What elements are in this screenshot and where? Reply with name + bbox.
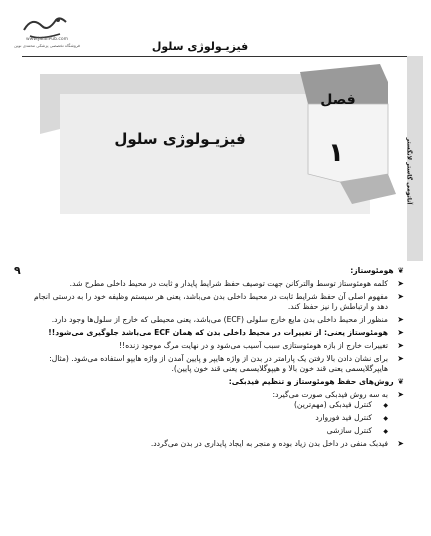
arrow-bullet-icon: ➤ [397, 390, 404, 399]
arrow-bullet-icon: ➤ [397, 292, 404, 301]
list-item: ➤ به سه روش فیدبکی صورت می‌گیرد: ◆ کنترل فیدبکی (مهم‌ترین) ◆ کنترل فید فوروارد ◆ کنترل سازشی [22, 390, 404, 436]
diamond-bullet-icon: ◆ [383, 428, 388, 435]
arrow-bullet-icon: ➤ [397, 439, 404, 448]
diamond-bullet-icon: ◆ [383, 415, 388, 422]
arrow-bullet-icon: ➤ [397, 328, 404, 337]
sub-list-item: ◆ کنترل فید فوروارد [315, 413, 388, 422]
body-content [22, 266, 404, 452]
running-header: فیزیـولوژی سلول [151, 40, 249, 53]
arrow-bullet-icon: ➤ [397, 279, 404, 288]
list-item: ➤ تغییرات خارج از بازه هومئوستازی سبب آسیب می‌شود و در نهایت مرگ موجود زنده!! [119, 341, 404, 350]
sub-list-item: ◆ کنترل فیدبکی (مهم‌ترین) [293, 400, 388, 409]
chapter-label: فصل [320, 92, 356, 108]
sub-list-item: ◆ کنترل سازشی [326, 426, 388, 435]
diamond-bullet-icon: ◆ [383, 402, 388, 409]
chapter-title: فیزیـولوژی سلول [114, 130, 246, 148]
list-item: ➤ کلمه هومئوستاز توسط والترکانن جهت توصیف حفظ شرایط پایدار و ثابت در محیط داخلی مطرح شد. [69, 279, 404, 288]
arrow-bullet-icon: ➤ [397, 315, 404, 324]
methods-list [22, 390, 404, 449]
side-tab-label: آناتومی گاستر لانگستر [405, 137, 413, 205]
list-item: ➤ منظور از محیط داخلی بدن مایع خارج سلولی (ECF) می‌باشد، یعنی محیطی که خارج از سلول‌ها وجود دارد. [51, 315, 404, 324]
arrow-bullet-icon: ➤ [397, 354, 404, 363]
list-item: ➤ مفهوم اصلی آن حفظ شرایط ثابت در محیط داخلی بدن می‌باشد، یعنی هر سیستم وظیفه خود را به درستی انجام دهد و ارتباطش را نیز حفظ کند. [34, 292, 404, 311]
homeostasis-list [22, 279, 404, 374]
leaf-bullet-icon: ❦ [397, 377, 404, 386]
side-tab [407, 56, 423, 261]
arrow-bullet-icon: ➤ [397, 341, 404, 350]
logo-tagline: فروشگاه تخصصی پزشکی محمدی نوین [14, 43, 80, 48]
section-heading: ❦ هومئوستاز: [350, 266, 404, 275]
list-item: ➤ برای نشان دادن بالا رفتن یک پارامتر در بدن از واژه هایپر و پایین آمدن از واژه هایپو استفاده می‌شود. (مثال: هایپرگلایسمی یعنی قند خون بالا و هیپوگلایسمی یعنی قند خون پایین). [49, 354, 404, 373]
methods-sublist [22, 400, 388, 436]
header-rule [22, 56, 414, 57]
leaf-bullet-icon: ❦ [397, 266, 404, 275]
logo-url: www.JalaliPub.com [25, 37, 69, 42]
list-item: ➤ فیدبک منفی در داخل بدن زیاد بوده و منجر به ایجاد پایداری در بدن می‌گردد. [150, 439, 404, 448]
page-number: ۹ [14, 264, 21, 277]
chapter-number: ۱ [328, 138, 344, 168]
section-heading: ❦ روش‌های حفظ هومئوستاز و تنظیم فیدبکی: [228, 377, 404, 386]
list-item: ➤ هومئوستاز یعنی: از تغییرات در محیط داخلی بدن که همان ECF می‌باشد جلوگیری می‌شود!! [48, 328, 404, 337]
